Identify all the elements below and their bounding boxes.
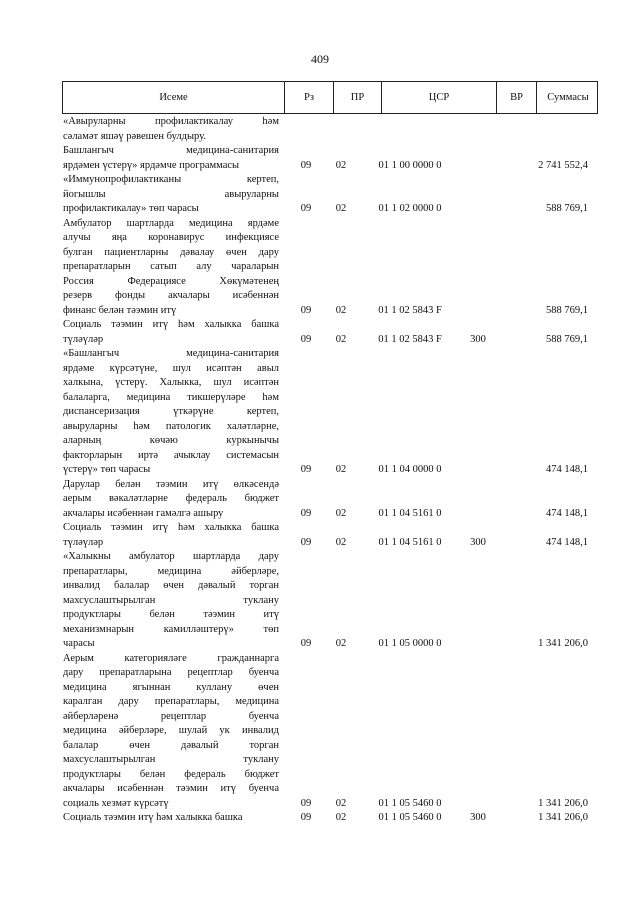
row-name-line: авыруларны һәм патологик халәтләрне,	[63, 420, 279, 432]
row-name-line: сәламәт яшәү рәвешен булдыру.	[63, 130, 206, 142]
header-name: Исеме	[63, 82, 285, 113]
row-rz: 09	[300, 812, 312, 823]
header-vr: ВР	[497, 82, 537, 113]
row-name-line: Россия Федерациясе Хөкүмәтенең	[63, 275, 279, 287]
row-sum: 2 741 552,4	[538, 159, 588, 171]
row-vr: 300	[470, 333, 486, 345]
row-name-line: махсуслаштырылган туклану	[63, 594, 279, 606]
row-name-line: факторларын иртә ачыклау системасын	[63, 449, 279, 461]
row-csr: 01 1 00 0000 0	[378, 159, 442, 171]
row-rz: 09	[300, 203, 312, 214]
row-csr: 01 1 02 0000 0	[378, 203, 442, 214]
row-name-line: акчалары исәбеннән тәэмин итү буенча	[63, 783, 279, 794]
row-name-line: булган пациентларны дәвалау өчен дару	[63, 246, 279, 258]
row-name-line: махсуслаштырылган туклану	[63, 754, 279, 765]
row-pr: 02	[335, 304, 347, 316]
row-name	[63, 173, 279, 217]
row-pr: 02	[335, 638, 347, 649]
row-pr: 02	[335, 812, 347, 823]
row-sum: 588 769,1	[546, 333, 588, 345]
row-name-line: профилактикалау» төп чарасы	[63, 203, 199, 214]
row-sum: 588 769,1	[546, 203, 588, 214]
row-name-line: Социаль тәэмин итү һәм халыкка башка	[63, 522, 279, 533]
row-name-line: «Башлангыч медицина-санитария	[63, 348, 279, 359]
row-name	[63, 521, 279, 550]
row-vr: 300	[470, 812, 486, 823]
row-name-line: акчалары исәбеннән гамәлгә ашыру	[63, 507, 224, 519]
row-name-line: препаратларын сатып алу чараларын	[63, 261, 279, 272]
table-header	[62, 81, 598, 114]
row-name-line: продуктлары белән тәэмин итү	[63, 609, 279, 620]
row-name-line: алучы яңа коронавирус инфекциясе	[63, 232, 279, 243]
row-vr: 300	[470, 536, 486, 548]
row-csr: 01 1 02 5843 F	[378, 333, 442, 345]
row-name-line: «Халыкны амбулатор шартларда дару	[63, 551, 279, 562]
row-csr: 01 1 04 5161 0	[378, 536, 442, 548]
row-name-line: йогышлы авыруларны	[63, 188, 279, 200]
row-name-line: резерв фонды акчалары исәбеннән	[63, 290, 279, 301]
row-name	[63, 347, 279, 478]
row-rz: 09	[300, 159, 312, 171]
row-name-line: дару препаратларына рецептлар буенча	[63, 667, 279, 678]
row-name-line: балаларга, медицина тикшерүләре һәм	[63, 391, 279, 403]
row-name-line: түләүләр	[63, 333, 104, 345]
row-rz: 09	[300, 464, 312, 475]
row-name-line: балалар өчен дәвалый торган	[63, 739, 279, 751]
row-sum: 1 341 206,0	[538, 812, 588, 823]
row-rz: 09	[300, 536, 312, 548]
row-name	[63, 811, 279, 826]
row-name-line: механизмнарын камилләштерү» төп	[63, 623, 279, 635]
row-name-line: Башлангыч медицина-санитария	[63, 145, 279, 156]
row-name-line: медицина ягыннан куллану өчен	[63, 681, 279, 693]
row-name-line: халкына, үстерү. Халыкка, шул исәптән	[63, 377, 279, 388]
row-sum: 474 148,1	[546, 464, 588, 475]
row-rz: 09	[300, 797, 312, 809]
row-rz: 09	[300, 507, 312, 519]
row-csr: 01 1 05 0000 0	[378, 638, 442, 649]
row-name-line: каралган дару препаратлары, медицина	[63, 696, 279, 707]
row-name-line: Аерым категорияләге гражданнарга	[63, 652, 279, 664]
row-name-line: Дарулар белән тәэмин итү өлкәсендә	[63, 478, 279, 490]
row-name-line: үстерү» төп чарасы	[63, 464, 151, 475]
row-name-line: ярдәмен үстерү» ярдәмче программасы	[63, 159, 240, 171]
row-sum: 474 148,1	[546, 507, 588, 519]
row-rz: 09	[300, 333, 312, 345]
row-name	[63, 115, 279, 144]
row-pr: 02	[335, 203, 347, 214]
row-name-line: медицина әйберләре, шулай ук инвалид	[63, 725, 279, 736]
row-name-line: социаль хезмәт күрсәтү	[63, 797, 169, 809]
row-sum: 588 769,1	[546, 304, 588, 316]
row-name	[63, 318, 279, 347]
row-csr: 01 1 05 5460 0	[378, 797, 442, 809]
row-name-line: Амбулатор шартларда медицина ярдәме	[63, 217, 279, 229]
row-name-line: диспансеризация үткәрүне кертеп,	[63, 406, 279, 417]
row-name-line: ярдәме күрсәтүне, шул исәптән авыл	[63, 362, 279, 374]
row-name-line: препаратлары, медицина әйберләре,	[63, 565, 279, 577]
row-name-line: Социаль тәэмин итү һәм халыкка башка	[63, 812, 243, 823]
row-pr: 02	[335, 464, 347, 475]
row-csr: 01 1 02 5843 F	[378, 304, 442, 316]
row-pr: 02	[335, 536, 347, 548]
row-name-line: әйберләренә рецептлар буенча	[63, 710, 279, 722]
row-name	[63, 478, 279, 522]
row-sum: 1 341 206,0	[538, 638, 588, 649]
row-pr: 02	[335, 333, 347, 345]
row-name-line: финанс белән тәэмин итү	[63, 304, 177, 316]
row-name-line: аларның көчәю куркынычы	[63, 435, 279, 446]
row-name-line: продуктлары белән федераль бюджет	[63, 768, 279, 780]
header-csr: ЦСР	[382, 82, 497, 113]
row-rz: 09	[300, 304, 312, 316]
row-name-line: «Авыруларны профилактикалау һәм	[63, 116, 279, 127]
row-name-line: аерым вәкаләтләрне федераль бюджет	[63, 493, 279, 504]
row-pr: 02	[335, 507, 347, 519]
row-sum: 474 148,1	[546, 536, 588, 548]
header-sum: Суммасы	[547, 92, 589, 103]
row-name-line: чарасы	[63, 638, 95, 649]
row-csr: 01 1 04 0000 0	[378, 464, 442, 475]
page-number: 409	[311, 52, 329, 66]
row-name	[63, 144, 279, 173]
row-name-line: түләүләр	[63, 536, 104, 548]
row-pr: 02	[335, 797, 347, 809]
row-pr: 02	[335, 159, 347, 171]
row-csr: 01 1 05 5460 0	[378, 812, 442, 823]
row-csr: 01 1 04 5161 0	[378, 507, 442, 519]
header-rz: Рз	[285, 82, 334, 113]
row-name-line: «Иммунопрофилактиканы кертеп,	[63, 174, 279, 185]
row-rz: 09	[300, 638, 312, 649]
row-name	[63, 652, 279, 812]
header-pr: ПР	[334, 82, 382, 113]
row-name	[63, 217, 279, 319]
row-sum: 1 341 206,0	[538, 797, 588, 809]
row-name-line: инвалид балалар өчен дәвалый торган	[63, 580, 279, 591]
row-name-line: Социаль тәэмин итү һәм халыкка башка	[63, 319, 279, 330]
row-name	[63, 550, 279, 652]
